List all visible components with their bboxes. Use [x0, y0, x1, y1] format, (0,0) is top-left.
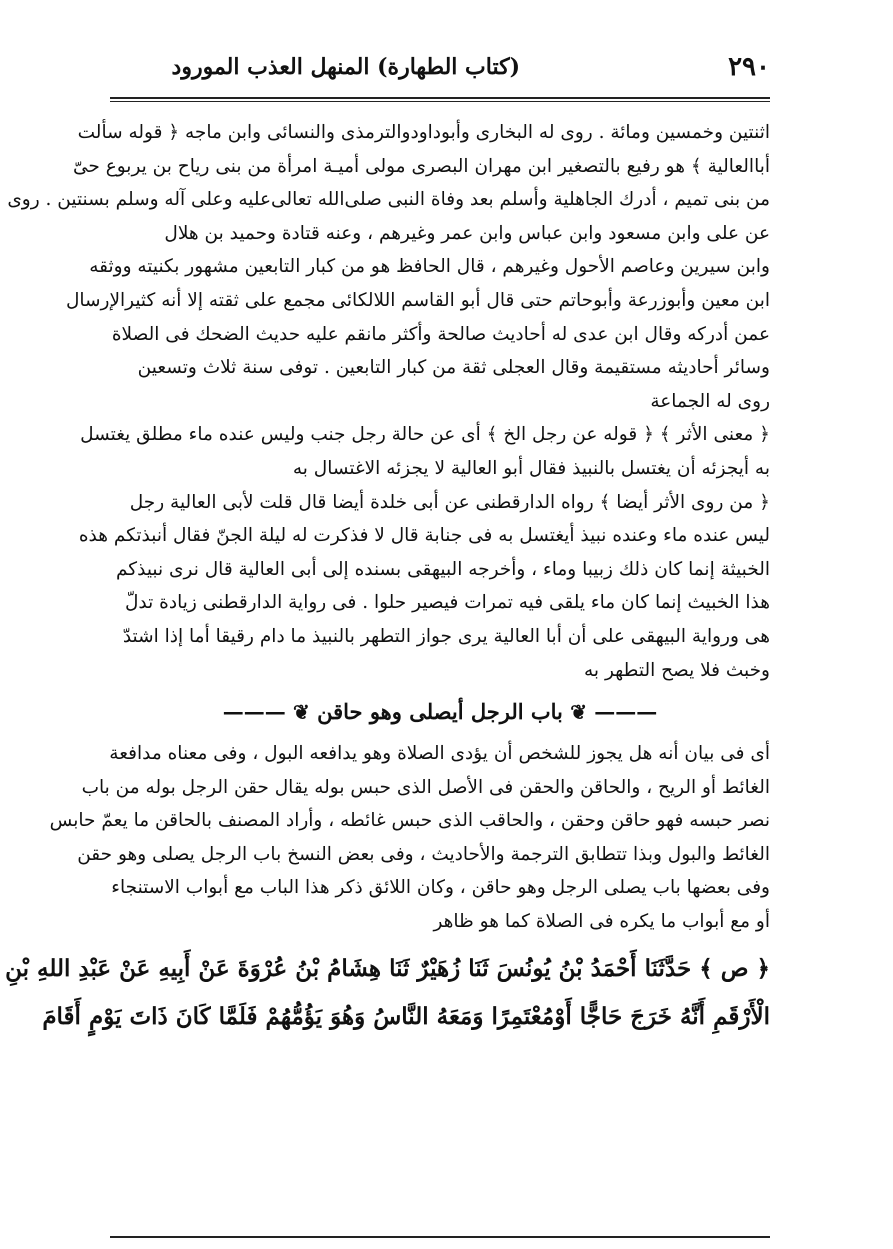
text-line: وسائر أحاديثه مستقيمة وقال العجلى ثقة من كبار التابعين . توفى سنة ثلاث وتسعين — [137, 357, 770, 379]
page-body — [5, 116, 770, 1041]
header-rule-thin — [110, 101, 770, 102]
text-line: وفى بعضها باب يصلى الرجل وهو حاقن ، وكان اللائق ذكر هذا الباب مع أبواب الاستنجاء — [111, 877, 770, 899]
text-line: أو مع أبواب ما يكره فى الصلاة كما هو ظاهر — [433, 911, 770, 933]
text-line: نصر حبسه فهو حاقن وحقن ، والحاقب الذى حبس غائطه ، وأراد المصنف بالحاقن ما يعمّ حابس — [49, 810, 770, 832]
chapter-heading — [110, 687, 770, 737]
footer-rule — [110, 1236, 770, 1238]
heading-dash: ——— — [222, 699, 286, 725]
hadith-line: الْأَرْقَمِ أَنَّهُ خَرَجَ حَاجًّا أَوْمُعْتَمِرًا وَمَعَهُ النَّاسُ وَهُوَ يَؤُمُّهُمْ فَلَمَّا كَانَ ذَاتَ يَوْمٍ أَقَامَ — [42, 1002, 770, 1030]
text-line: من بنى تميم ، أدرك الجاهلية وأسلم بعد وفاة النبى صلى‌الله تعالى‌عليه وعلى آله وسلم بسنتين . روى — [7, 189, 770, 211]
text-line: عن على وابن مسعود وابن عباس وابن عمر وغيرهم ، وعنه قتادة وحميد بن هلال — [164, 222, 770, 244]
hadith-block — [5, 945, 770, 1041]
header-rule — [110, 97, 770, 99]
text-line: هى ورواية البيهقى على أن أبا العالية يرى جواز التطهر بالنبيذ ما دام رقيقا أما إذا اشتدّ — [122, 625, 770, 647]
text-line: روى له الجماعة — [650, 390, 770, 412]
ornament-left-icon: ❦ — [570, 700, 587, 725]
hadith-line: ﴿ ص ﴾ حَدَّثَنَا أَحْمَدُ بْنُ يُونُسَ ثَنَا زُهَيْرٌ ثَنَا هِشَامُ بْنُ عُرْوَةَ عَنْ أَبِيهِ عَنْ عَبْدِ اللهِ بْنِ — [5, 954, 770, 982]
page-number: ٢٩٠ — [728, 52, 770, 82]
text-line: هذا الخبيث إنما كان ماء يلقى فيه تمرات فيصير حلوا . فى رواية الدارقطنى زيادة تدلّ — [124, 592, 770, 614]
text-line: ابن معين وأبوزرعة وأبوحاتم حتى قال أبو القاسم اللالكائى مجمع على ثقته إلا أنه كثيرالإرسال — [65, 289, 770, 311]
text-line: الخبيثة إنما كان ذلك زبيبا وماء ، وأخرجه البيهقى بسنده إلى أبى العالية قال نرى نبيذكم — [116, 558, 770, 580]
text-line: ﴿ معنى الأثر ﴾ ﴿ قوله عن رجل الخ ﴾ أى عن حالة رجل جنب وليس عنده ماء مطلق يغتسل — [80, 424, 770, 446]
text-line: الغائط والبول وبذا تتطابق الترجمة والأحاديث ، وفى بعض النسخ باب الرجل يصلى وهو حقن — [77, 843, 770, 865]
chapter-title: باب الرجل أيصلى وهو حاقن — [317, 699, 563, 725]
text-line: وخبث فلا يصح التطهر به — [584, 659, 770, 681]
text-line: اثنتين وخمسين ومائة . روى له البخارى وأبوداودوالترمذى والنسائى وابن ماجه ﴿ قوله سألت — [77, 122, 770, 143]
text-line: وابن سيرين وعاصم الأحول وغيرهم ، قال الحافظ هو من كبار التابعين مشهور بكنيته ووثقه — [89, 256, 770, 278]
heading-dash: ——— — [594, 699, 658, 725]
text-line: الغائط أو الريح ، والحاقن والحقن فى الأصل الذى حبس بوله يقال حقن الرجل بوله من باب — [81, 776, 770, 798]
text-line: أى فى بيان أنه هل يجوز للشخص أن يؤدى الصلاة وهو يدافعه البول ، وفى معناه مدافعة — [109, 743, 770, 765]
commentary-block-2 — [49, 737, 770, 939]
text-line: ليس عنده ماء وعنده نبيذ أيغتسل به فى جنابة قال لا فذكرت له ليلة الجنّ فقال أنبذتكم هذه — [78, 525, 770, 547]
ornament-right-icon: ❦ — [293, 700, 310, 725]
page-header — [110, 52, 770, 92]
running-title: (كتاب الطهارة) المنهل العذب المورود — [171, 54, 520, 80]
commentary-block-1 — [7, 116, 770, 687]
text-line: أباالعالية ﴾ هو رفيع بالتصغير ابن مهران البصرى مولى أميـة امرأة من بنى رياح بن يربوع حىّ — [72, 155, 770, 177]
text-line: به أيجزئه أن يغتسل بالنبيذ فقال أبو العالية لا يجزئه الاغتسال به — [292, 457, 770, 479]
text-line: ﴿ من روى الأثر أيضا ﴾ رواه الدارقطنى عن أبى خلدة أيضا قال قلت لأبى العالية رجل — [129, 491, 770, 513]
text-line: عمن أدركه وقال ابن عدى له أحاديث صالحة وأكثر مانقم عليه حديث الضحك فى الصلاة — [111, 323, 770, 345]
